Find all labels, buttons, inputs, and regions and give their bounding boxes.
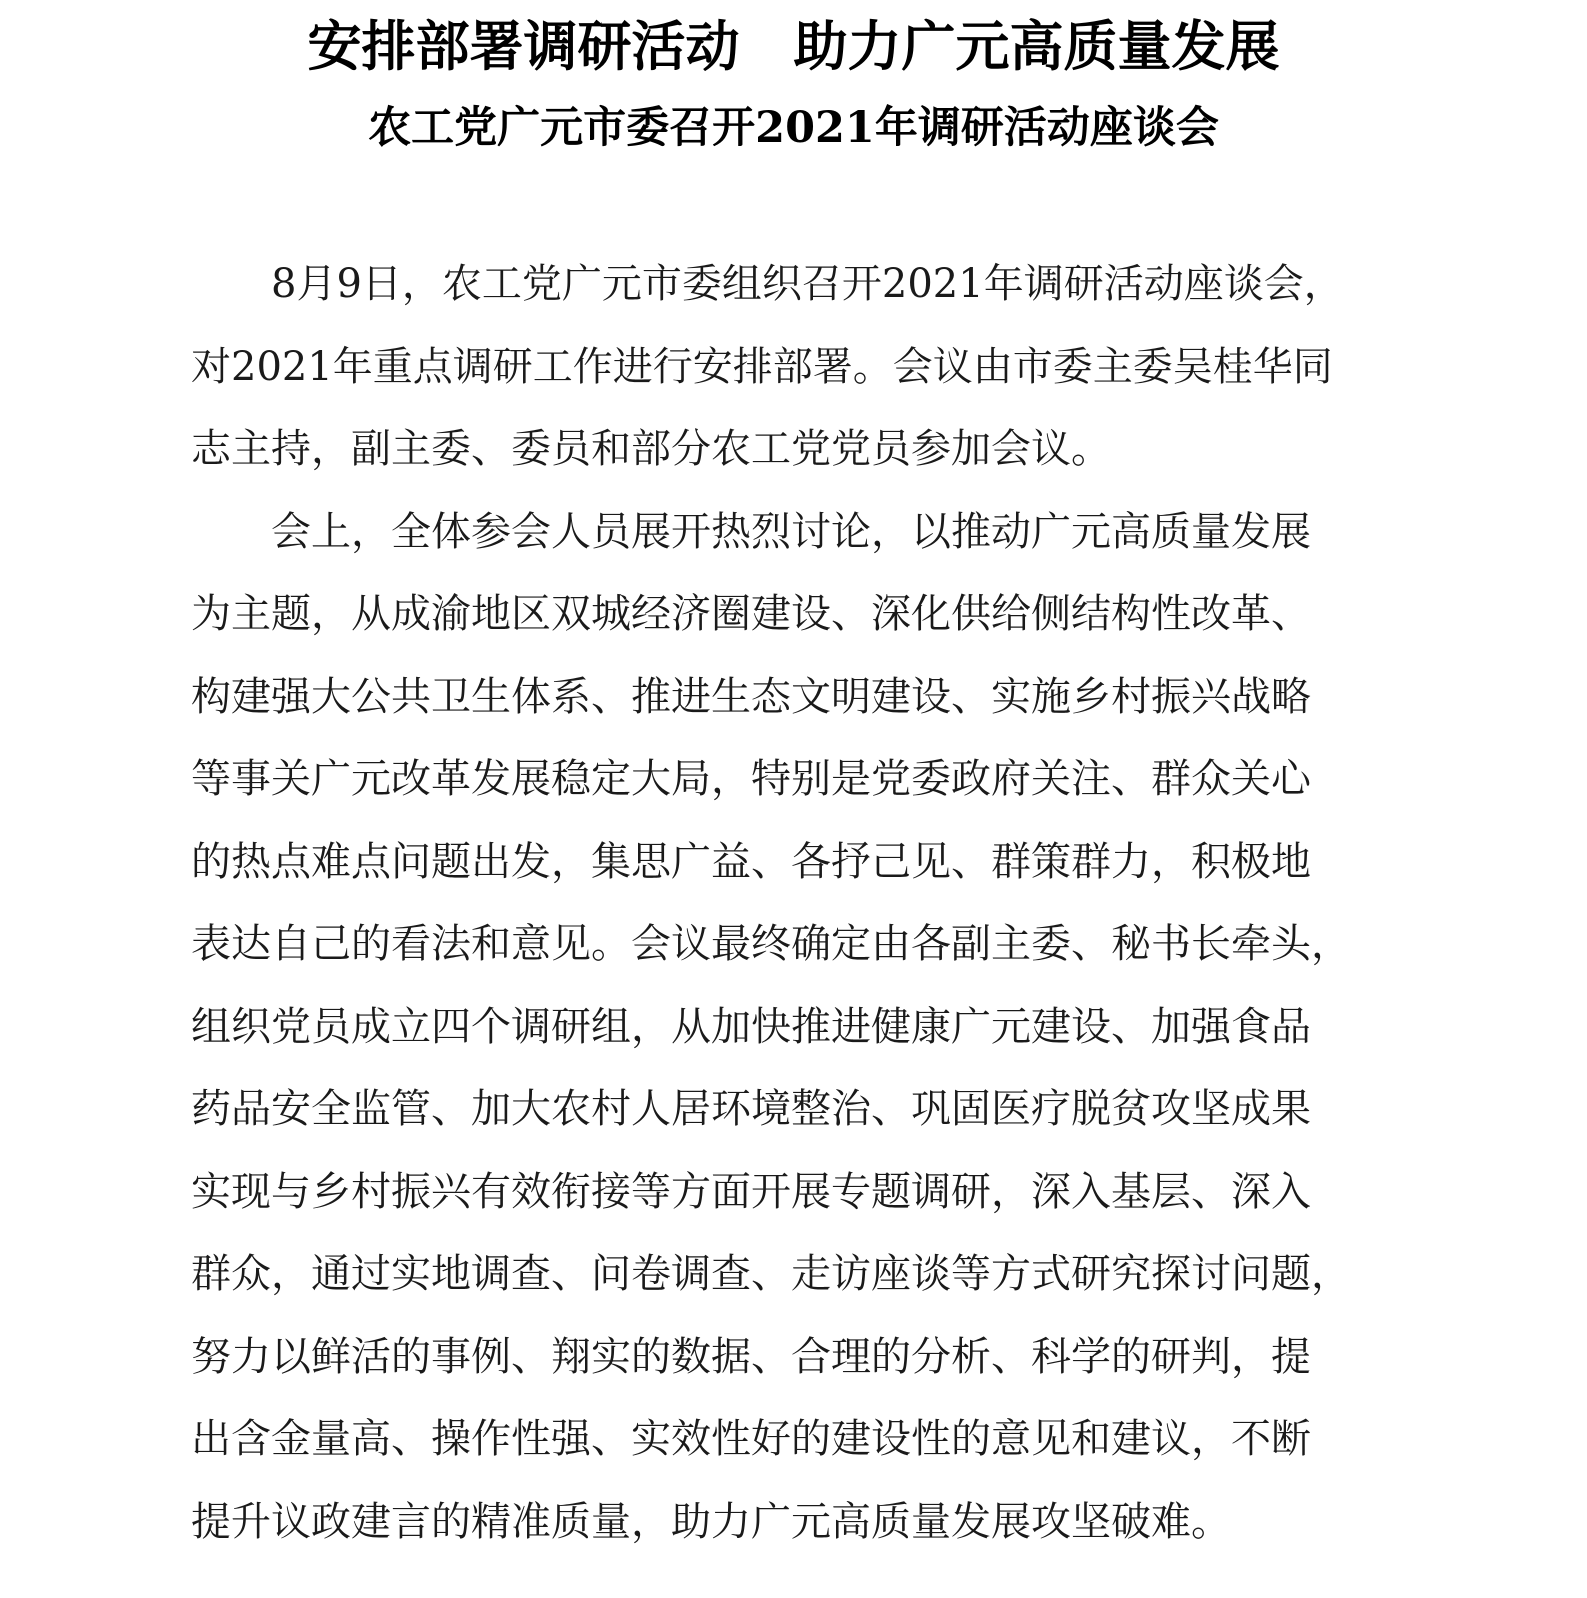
paragraph-line: 出含金量高、操作性强、实效性好的建设性的意见和建议，不断 <box>191 1416 1311 1462</box>
paragraph-line: 对2021年重点调研工作进行安排部署。会议由市委主委吴桂华同 <box>191 343 1333 390</box>
paragraph-line: 群众，通过实地调查、问卷调查、走访座谈等方式研究探讨问题， <box>191 1251 1351 1297</box>
paragraph-line: 组织党员成立四个调研组，从加快推进健康广元建设、加强食品 <box>191 1003 1311 1050</box>
paragraph-line: 提升议政建言的精准质量，助力广元高质量发展攻坚破难。 <box>191 1498 1231 1545</box>
paragraph-line: 等事关广元改革发展稳定大局，特别是党委政府关注、群众关心 <box>191 756 1311 802</box>
paragraph-line: 药品安全监管、加大农村人居环境整治、巩固医疗脱贫攻坚成果 <box>191 1086 1311 1132</box>
paragraph-line: 表达自己的看法和意见。会议最终确定由各副主委、秘书长牵头， <box>191 921 1351 967</box>
paragraph-1 <box>191 243 1401 491</box>
paragraph-line: 的热点难点问题出发，集思广益、各抒己见、群策群力，积极地 <box>191 838 1311 885</box>
document-title: 安排部署调研活动 助力广元高质量发展 <box>307 14 1280 78</box>
document-body <box>191 243 1401 1563</box>
paragraph-line: 构建强大公共卫生体系、推进生态文明建设、实施乡村振兴战略 <box>191 673 1311 720</box>
document-subtitle: 农工党广元市委召开2021年调研活动座谈会 <box>368 103 1219 153</box>
paragraph-line: 志主持，副主委、委员和部分农工党党员参加会议。 <box>191 426 1111 472</box>
paragraph-line: 8月9日，农工党广元市委组织召开2021年调研活动座谈会， <box>271 261 1344 307</box>
paragraph-2 <box>191 491 1401 1564</box>
paragraph-line: 努力以鲜活的事例、翔实的数据、合理的分析、科学的研判，提 <box>191 1333 1311 1380</box>
paragraph-line: 会上，全体参会人员展开热烈讨论，以推动广元高质量发展 <box>271 508 1311 555</box>
paragraph-line: 实现与乡村振兴有效衔接等方面开展专题调研，深入基层、深入 <box>191 1168 1311 1215</box>
paragraph-line: 为主题，从成渝地区双城经济圈建设、深化供给侧结构性改革、 <box>191 591 1311 637</box>
